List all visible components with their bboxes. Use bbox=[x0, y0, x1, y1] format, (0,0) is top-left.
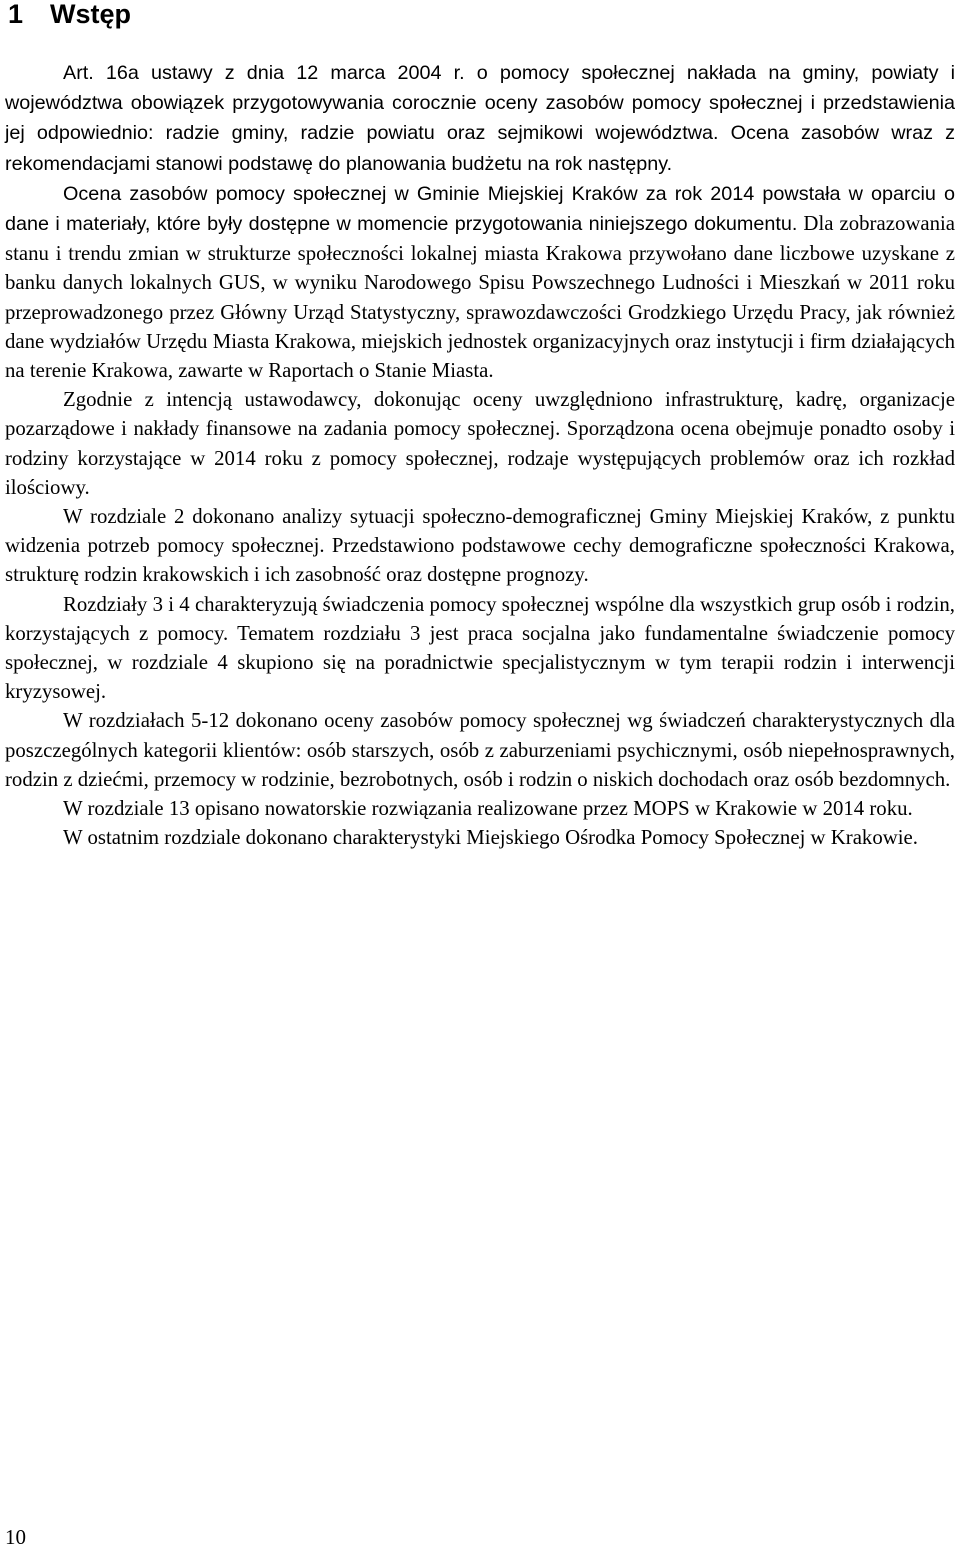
paragraph-chapters-5-12 bbox=[5, 706, 955, 794]
paragraph-data-sources bbox=[5, 179, 955, 385]
section-heading bbox=[8, 0, 131, 34]
body-text bbox=[5, 58, 955, 852]
paragraph-scope bbox=[5, 385, 955, 502]
paragraph-text: Rozdziały 3 i 4 charakteryzują świadczenia pomocy społecznej wspólne dla wszystkich grup osób i rodzin, korzystających z pomocy. Tematem rozdziału 3 jest praca socjalna jako fundamentalne świadczenie pomocy społecznej, w rozdziale 4 skupiono się na poradnictwie specjalistycznym w tym terapii rodzin i interwencji kryzysowej. bbox=[5, 592, 955, 704]
section-number: 1 bbox=[8, 0, 24, 29]
paragraph-chapter-13 bbox=[5, 794, 955, 823]
paragraph-text: Dla zobrazowania stanu i trendu zmian w strukturze społeczności lokalnej miasta Krakowa przywołano dane liczbowe uzyskane z banku danych lokalnych GUS, w wyniku Narodowego Spisu Powszechnego Ludności i Mieszkań w 2011 roku przeprowadzonego przez Główny Urząd Statystyczny, sprawozdawczości Grodzkiego Urzędu Pracy, jak również dane wydziałów Urzędu Miasta Krakowa, miejskich jednostek organizacyjnych oraz instytucji i firm działających na terenie Krakowa, zawarte w Raportach o Stanie Miasta. bbox=[5, 212, 956, 383]
paragraph-chapter-2 bbox=[5, 502, 955, 590]
section-title: Wstęp bbox=[50, 0, 131, 29]
paragraph-text: W rozdziale 13 opisano nowatorskie rozwiązania realizowane przez MOPS w Krakowie w 2014 roku. bbox=[63, 797, 913, 821]
paragraph-text: W ostatnim rozdziale dokonano charakterystyki Miejskiego Ośrodka Pomocy Społecznej w Krakowie. bbox=[63, 826, 918, 850]
paragraph-text: W rozdziałach 5-12 dokonano oceny zasobów pomocy społecznej wg świadczeń charakterystycznych dla poszczególnych kategorii klientów: osób starszych, osób z zaburzeniami psychicznymi, osób niepełnosprawnych, rodzin z dziećmi, przemocy w rodzinie, bezrobotnych, osób i rodzin o niskich dochodach oraz osób bezdomnych. bbox=[5, 709, 955, 791]
paragraph-chapters-3-4 bbox=[5, 590, 955, 707]
paragraph-text: Art. 16a ustawy z dnia 12 marca 2004 r. o pomocy społecznej nakłada na gminy, powiaty i województwa obowiązek przygotowywania corocznie oceny zasobów pomocy społecznej i przedstawienia jej odpowiednio: radzie gminy, radzie powiatu oraz sejmikowi województwa. Ocena zasobów wraz z rekomendacjami stanowi podstawę do planowania budżetu na rok następny. bbox=[5, 62, 955, 175]
paragraph-last-chapter bbox=[5, 823, 955, 852]
page-number: 10 bbox=[5, 1525, 26, 1549]
paragraph-text: Zgodnie z intencją ustawodawcy, dokonując oceny uwzględniono infrastrukturę, kadrę, organizacje pozarządowe i nakłady finansowe na zadania pomocy społecznej. Sporządzona ocena obejmuje ponadto osoby i rodziny korzystające w 2014 roku z pomocy społecznej, rodzaje występujących problemów oraz ich rozkład ilościowy. bbox=[5, 388, 955, 499]
paragraph-text: Ocena zasobów pomocy społecznej w Gminie Miejskiej Kraków za rok 2014 powstała w oparciu o dane i materiały, które były dostępne w momencie przygotowania niniejszego dokumentu. bbox=[5, 182, 955, 236]
paragraph-text: W rozdziale 2 dokonano analizy sytuacji społeczno-demograficznej Gminy Miejskiej Kraków, z punktu widzenia potrzeb pomocy społecznej. Przedstawiono podstawowe cechy demograficzne społeczności Krakowa, strukturę rodzin krakowskich i ich zasobność oraz dostępne prognozy. bbox=[5, 505, 955, 587]
paragraph-legal-basis bbox=[5, 58, 955, 179]
